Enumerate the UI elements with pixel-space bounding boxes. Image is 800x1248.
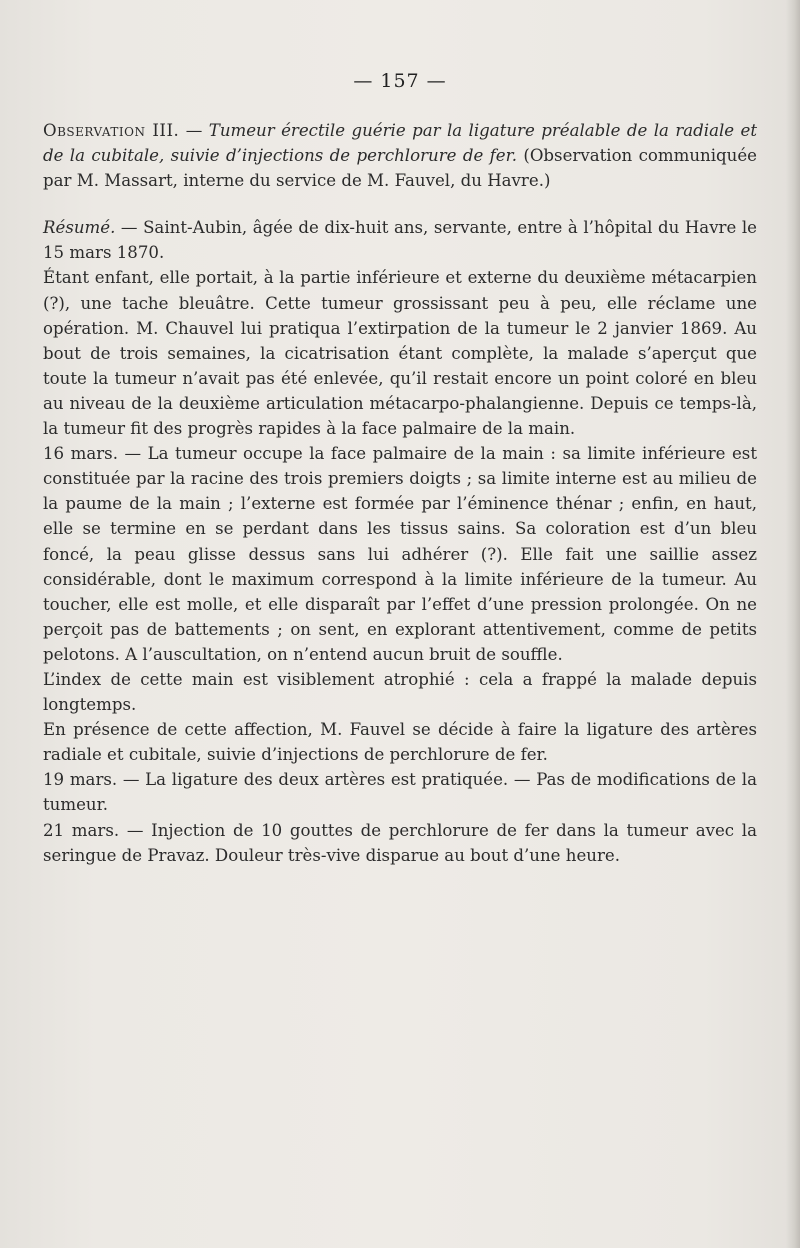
paragraph-decision: En présence de cette affection, M. Fauvel se décide à faire la ligature des artères radiale et cubitale, suivie d’injections de perchlorure de fer.: [43, 720, 757, 765]
paragraph-index: L’index de cette main est visiblement atrophié : cela a frappé la malade depuis longtemps.: [43, 669, 757, 715]
page-number: — 157 —: [353, 70, 447, 92]
section-gap: [43, 193, 757, 215]
paragraph-history: Étant enfant, elle portait, à la partie inférieure et externe du deuxième métacarpien (?), une tache bleuâtre. Cette tumeur grossissant peu à peu, elle réclame une opération. M. Chauvel lui pratiqua l’extirpation de la tumeur le 2 janvier 1869. Au bout de trois semaines, la cicatrisation étant complète, la malade s’aperçut que toute la tumeur n’avait pas été enlevée, qu’il restait encore un point coloré en bleu au niveau de la deuxième articulation métacarpo-phalangienne. Depuis ce temps-là, la tumeur fit des progrès rapides à la face palmaire de la main.: [43, 268, 757, 439]
paragraph-19-mars: 19 mars. — La ligature des deux artères est pratiquée. — Pas de modifications de la tumeur.: [43, 770, 757, 815]
observation-label: Observation III.: [43, 121, 180, 140]
body-text: [43, 118, 757, 868]
observation-title: Tumeur érectile guérie par la ligature préalable de la radiale et de la cubitale, suivie d’injections de perchlorure de fer.: [43, 121, 757, 166]
page-edge-shadow: [786, 0, 800, 1248]
resume-paragraph: [43, 215, 757, 265]
observation-source: (Observation communiquée par M. Massart, interne du service de M. Fauvel, du Havre.): [43, 146, 757, 191]
resume-label: Résumé.: [43, 218, 116, 238]
paragraph-16-mars: 16 mars. — La tumeur occupe la face palmaire de la main : sa limite inférieure est constituée par la racine des trois premiers doigts ; sa limite interne est au milieu de la paume de la main ; l’externe est formée par l’éminence thénar ; enfin, en haut, elle se termine en se perdant dans les tissus sains. Sa coloration est d’un bleu foncé, la peau glisse dessus sans lui adhérer (?). Elle fait une saillie assez considérable, dont le maximum correspond à la limite inférieure de la tumeur. Au toucher, elle est molle, et elle disparaît par l’effet d’une pression prolongée. On ne perçoit pas de battements ; on sent, en explorant attentivement, comme de petits pelotons. A l’auscultation, on n’entend aucun bruit de souffle.: [43, 444, 757, 664]
paragraph-21-mars: 21 mars. — Injection de 10 gouttes de perchlorure de fer dans la tumeur avec la seringue de Pravaz. Douleur très-vive disparue au bout d’une heure.: [43, 820, 757, 865]
observation-dash: —: [179, 121, 209, 140]
resume-text: — Saint-Aubin, âgée de dix-huit ans, servante, entre à l’hôpital du Havre le 15 mars 1870.: [43, 218, 757, 263]
observation-heading: [43, 118, 757, 193]
